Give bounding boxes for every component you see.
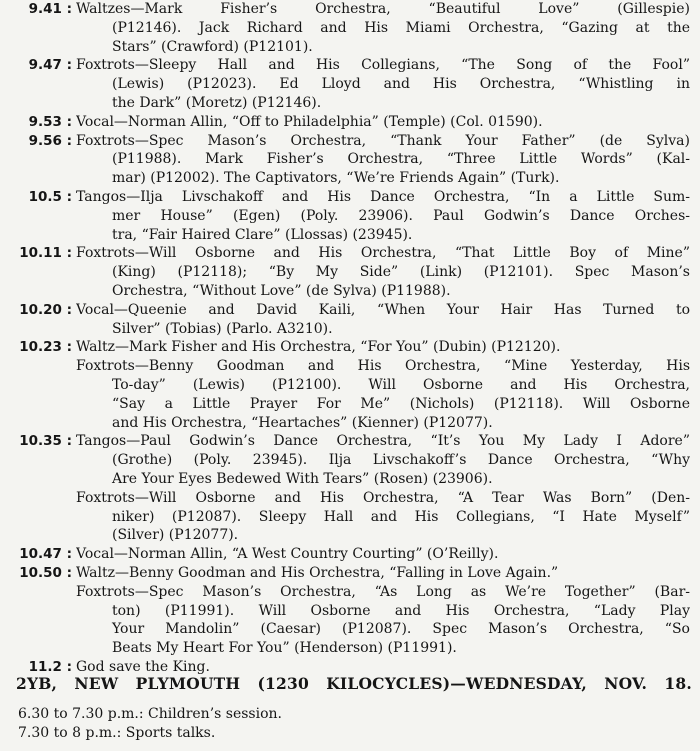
- entry-line: Foxtrots—Sleepy Hall and His Collegians, “The Song of the Fool”: [76, 57, 690, 74]
- entry-line: mar) (P12002). The Captivators, “We’re Friends Again” (Turk).: [112, 170, 560, 187]
- entry-line: Foxtrots—Spec Mason’s Orchestra, “Thank Your Father” (de Sylva): [76, 132, 690, 149]
- entry-text: [76, 0, 700, 56]
- programme-entry: [0, 564, 700, 658]
- entry-item: [76, 432, 690, 488]
- programme-entry: [0, 244, 700, 300]
- entry-line: (King) (P12118); “By My Side” (Link) (P12101). Spec Mason’s: [112, 264, 690, 281]
- entry-line: Vocal—Queenie and David Kaili, “When Your Hair Has Turned to: [76, 301, 690, 318]
- session-line: 7.30 to 8 p.m.: Sports talks.: [18, 725, 216, 741]
- entry-line: Tangos—Paul Godwin’s Dance Orchestra, “It’s You My Lady I Adore”: [76, 433, 690, 450]
- entry-line: and His Orchestra, “Heartaches” (Kienner) (P12077).: [112, 414, 493, 431]
- entry-line: (Grothe) (Poly. 23945). Ilja Livschakoff’s Dance Orchestra, “Why: [112, 452, 690, 469]
- entry-line: ton) (P11991). Will Osborne and His Orchestra, “Lady Play: [112, 602, 690, 619]
- entry-text: [76, 113, 700, 132]
- entry-time: 10.11 :: [19, 245, 72, 262]
- programme-entry: [0, 338, 700, 432]
- programme-entry: [0, 132, 700, 188]
- entry-line: God save the King.: [76, 658, 210, 675]
- entry-line: Foxtrots—Will Osborne and His Orchestra, “A Tear Was Born” (Den-: [76, 489, 690, 506]
- evening-sessions: [18, 705, 282, 743]
- entry-line: Foxtrots—Spec Mason’s Orchestra, “As Long as We’re Together” (Bar-: [76, 583, 690, 600]
- entry-line: Are Your Eyes Bedewed With Tears” (Rosen) (23906).: [112, 470, 493, 487]
- entry-time: 10.20 :: [19, 301, 72, 318]
- entry-line: Beats My Heart For You” (Henderson) (P11991).: [112, 640, 457, 657]
- programme-entry: [0, 0, 700, 56]
- entry-line: the Dark” (Moretz) (P12146).: [112, 94, 322, 111]
- entry-item: [76, 489, 690, 545]
- entry-item: [76, 338, 690, 357]
- entry-time: 9.53 :: [28, 113, 72, 130]
- entry-line: Stars” (Crawford) (P12101).: [112, 38, 313, 55]
- entry-line: Your Mandolin” (Caesar) (P12087). Spec Mason’s Orchestra, “So: [112, 621, 690, 638]
- entry-time: 10.50 :: [19, 564, 72, 581]
- entry-item: [76, 0, 690, 56]
- programme-entry: [0, 56, 700, 112]
- entry-item: [76, 545, 690, 564]
- programme-entry: [0, 301, 700, 339]
- entry-line: Silver” (Tobias) (Parlo. A3210).: [112, 320, 333, 337]
- entry-item: [76, 56, 690, 112]
- entry-text: [76, 432, 700, 545]
- entry-line: (P11988). Mark Fisher’s Orchestra, “Three Little Words” (Kal-: [112, 151, 690, 168]
- entry-time: 10.23 :: [19, 339, 72, 356]
- entry-time: 9.41 :: [28, 1, 72, 17]
- station-heading: 2YB, NEW PLYMOUTH (1230 KILOCYCLES)—WEDNESDAY, NOV. 18.: [16, 674, 692, 693]
- entry-item: [76, 132, 690, 188]
- entry-item: [76, 564, 690, 583]
- entry-text: [76, 56, 700, 112]
- entry-time: 9.47 :: [28, 57, 72, 74]
- entry-item: [76, 301, 690, 339]
- session-line: 6.30 to 7.30 p.m.: Children’s session.: [18, 706, 282, 722]
- entry-line: Waltzes—Mark Fisher’s Orchestra, “Beautiful Love” (Gillespie): [76, 1, 690, 17]
- entry-item: [76, 244, 690, 300]
- entry-text: [76, 132, 700, 188]
- entry-time: 10.35 :: [19, 433, 72, 450]
- entry-line: Foxtrots—Benny Goodman and His Orchestra, “Mine Yesterday, His: [76, 358, 690, 375]
- entry-line: To-day” (Lewis) (P12100). Will Osborne and His Orchestra,: [112, 376, 690, 393]
- entry-line: tra, “Fair Haired Clare” (Llossas) (23945).: [112, 226, 413, 243]
- entry-line: “Say a Little Prayer For Me” (Nichols) (P12118). Will Osborne: [112, 395, 690, 412]
- entry-text: [76, 244, 700, 300]
- programme-entry: [0, 545, 700, 564]
- entry-item: [76, 113, 690, 132]
- entry-text: [76, 545, 700, 564]
- entry-line: Orchestra, “Without Love” (de Sylva) (P11988).: [112, 282, 451, 299]
- entry-item: [76, 357, 690, 432]
- entry-line: Vocal—Norman Allin, “Off to Philadelphia” (Temple) (Col. 01590).: [76, 113, 543, 130]
- entry-line: (Silver) (P12077).: [112, 527, 239, 544]
- entry-line: Foxtrots—Will Osborne and His Orchestra, “That Little Boy of Mine”: [76, 245, 690, 262]
- entry-line: (Lewis) (P12023). Ed Lloyd and His Orchestra, “Whistling in: [112, 76, 690, 93]
- entry-item: [76, 583, 690, 658]
- entry-time: 10.47 :: [19, 546, 72, 563]
- entry-line: (P12146). Jack Richard and His Miami Orchestra, “Gazing at the: [112, 19, 690, 36]
- entry-line: Waltz—Benny Goodman and His Orchestra, “Falling in Love Again.”: [76, 564, 559, 581]
- entry-time: 9.56 :: [28, 132, 72, 149]
- entry-time: 10.5 :: [28, 188, 72, 205]
- entry-line: Tangos—Ilja Livschakoff and His Dance Orchestra, “In a Little Sum-: [76, 188, 690, 205]
- entry-line: Vocal—Norman Allin, “A West Country Courting” (O’Reilly).: [76, 546, 499, 563]
- entry-text: [76, 564, 700, 658]
- programme-entry: [0, 113, 700, 132]
- entry-time: 11.2 :: [28, 658, 72, 675]
- programme-entry: [0, 432, 700, 545]
- entry-line: Waltz—Mark Fisher and His Orchestra, “For You” (Dubin) (P12120).: [76, 339, 561, 356]
- entry-item: [76, 188, 690, 244]
- entry-text: [76, 301, 700, 339]
- programme-entry: [0, 188, 700, 244]
- entry-line: mer House” (Egen) (Poly. 23906). Paul Godwin’s Dance Orches-: [112, 207, 690, 224]
- entry-text: [76, 338, 700, 432]
- entry-text: [76, 188, 700, 244]
- entry-line: niker) (P12087). Sleepy Hall and His Collegians, “I Hate Myself”: [112, 508, 690, 525]
